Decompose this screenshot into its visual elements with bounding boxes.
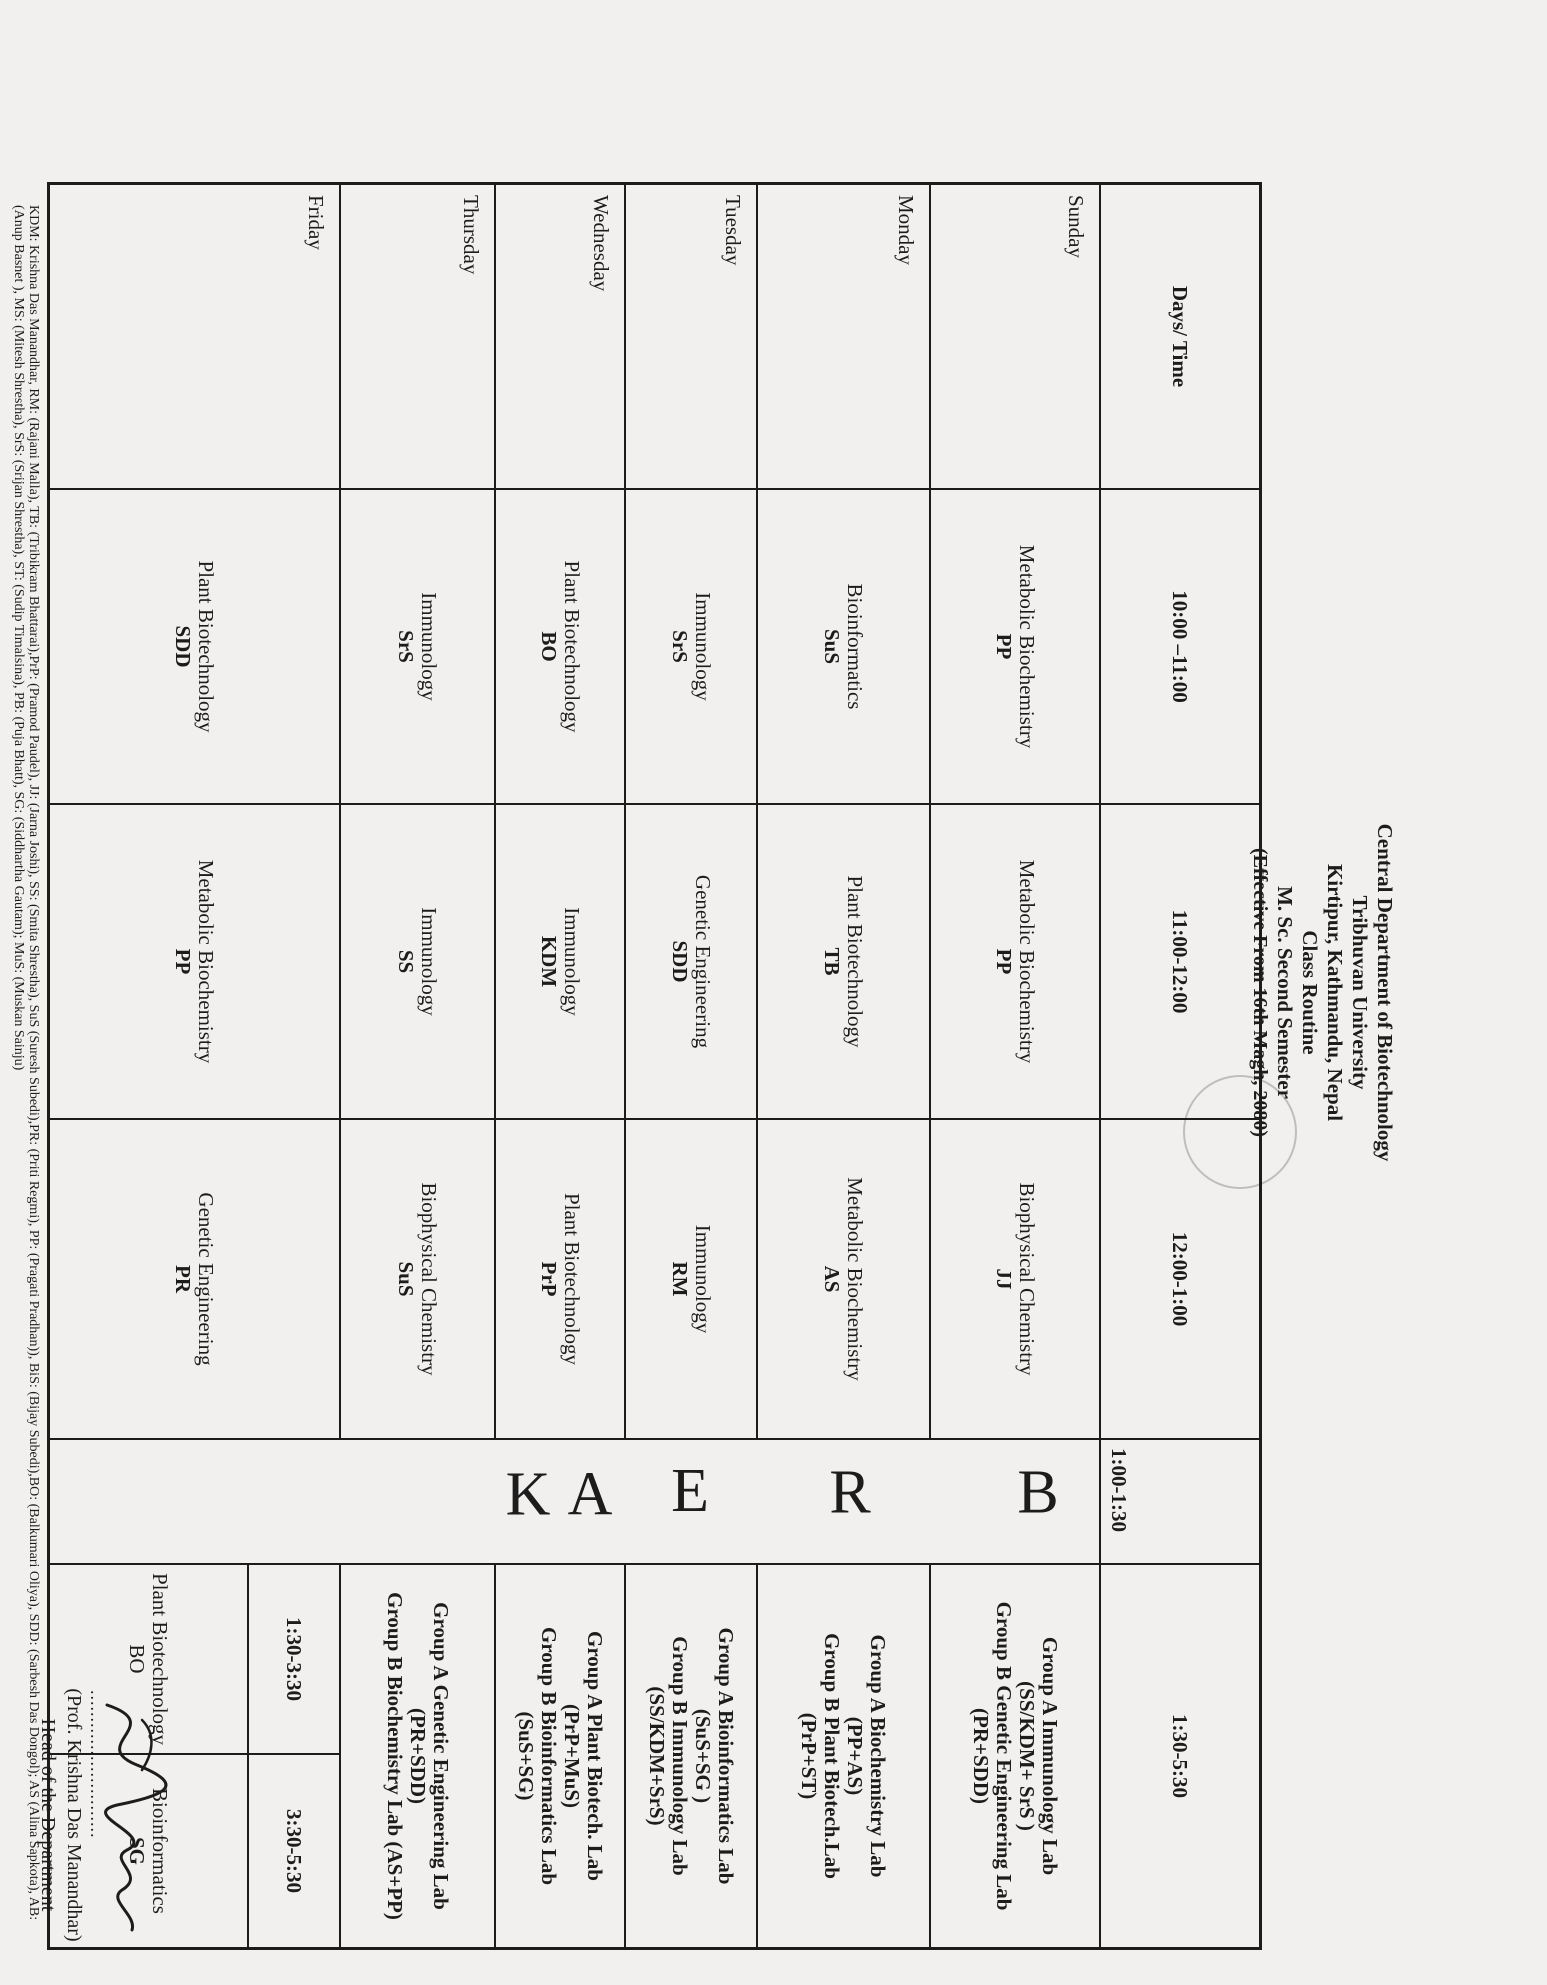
class-cell: Plant Biotechnology TB <box>756 805 929 1120</box>
sub-slot-header: 3:30-5:30 <box>247 1755 339 1947</box>
class-cell: Biophysical Chemistry SuS <box>339 1120 494 1440</box>
class-cell: Metabolic Biochemistry PP <box>50 805 339 1120</box>
class-cell: Metabolic Biochemistry AS <box>756 1120 929 1440</box>
location: Kirtipur, Kathmandu, Nepal <box>1323 863 1347 1122</box>
document-title: Class Routine <box>1298 930 1322 1055</box>
slot-header-break: 1:00-1:30 <box>1099 1440 1259 1565</box>
slot-header: 12:00-1:00 <box>1099 1120 1259 1440</box>
class-cell: Plant Biotechnology SDD <box>50 490 339 805</box>
lab-cell: Group A Immunology Lab (SS/KDM+ SrS ) Group B Genetic Engineering Lab (PR+SDD) <box>929 1565 1099 1947</box>
signatory-name: (Prof. Krishna Das Manandhar) <box>63 1688 85 1942</box>
day-wednesday: Wednesday <box>494 185 624 490</box>
slot-header: 1:30-5:30 <box>1099 1565 1259 1947</box>
day-monday: Monday <box>756 185 929 490</box>
class-cell: Biophysical Chemistry JJ <box>929 1120 1099 1440</box>
class-cell: Immunology RM <box>624 1120 756 1440</box>
friday-lab-cell: Bioinformatics SG <box>125 1788 173 1914</box>
class-cell: Immunology SrS <box>339 490 494 805</box>
program-name: M. Sc. Second Semester <box>1273 886 1297 1099</box>
day-thursday: Thursday <box>339 185 494 490</box>
break-letter: E <box>671 1456 709 1525</box>
class-cell: Genetic Engineering PR <box>50 1120 339 1440</box>
class-cell: Metabolic Biochemistry PP <box>929 805 1099 1120</box>
class-cell: Immunology SrS <box>624 490 756 805</box>
class-cell: Bioinformatics SuS <box>756 490 929 805</box>
slot-header: 11:00-12:00 <box>1099 805 1259 1120</box>
class-cell: Plant Biotechnology PrP <box>494 1120 624 1440</box>
effective-date: (Effective From 16th Magh, 2080) <box>1249 847 1271 1137</box>
break-letter: B <box>1017 1458 1059 1527</box>
day-friday: Friday <box>50 185 339 490</box>
signature-line: ........................... <box>87 1690 107 1839</box>
lab-cell: Group A Bioinformatics Lab (SuS+SG ) Group B Immunology Lab (SS/KDM+SrS) <box>624 1565 756 1947</box>
class-cell: Plant Biotechnology BO <box>494 490 624 805</box>
day-sunday: Sunday <box>929 185 1099 490</box>
friday-lab-cell: Plant Biotechnology BO <box>50 1565 247 1755</box>
lab-cell: Group A Genetic Engineering Lab (PR+SDD) Group B Biochemistry Lab (AS+PP) <box>339 1565 494 1947</box>
routine-header <box>1247 0 1397 1985</box>
lab-cell: Group A Biochemistry Lab (PP+AS) Group B Plant Biotech.Lab (PrP+ST) <box>756 1565 929 1947</box>
sub-slot-header: 1:30-3:30 <box>247 1565 339 1755</box>
break-letter: A <box>567 1460 613 1529</box>
class-cell: Genetic Engineering SDD <box>624 805 756 1120</box>
break-letter: R <box>829 1458 871 1527</box>
teacher-abbreviation-legend: KDM: Krishna Das Manandhar, RM: (Rajani Malla), TB: (Tribikram Bhattarai),PrP: (Pramod Paudel), JJ: (Jarna Joshi), SS: (Smita Shrestha), SuS (Suresh Subedi),PR: (Priti Regmi), PP: (Pragati Pradhan)), BiS: (Bijay Subedi),BO: (Balkumari Oliya), SDD: (Sarbesh Das Dongol); AS (Alina Sapkota), AB: (Anup Basnet ), MS: (Mitesh Shrestha), SrS: (Srijan Shrestha), ST: (Sudip Timalsina), PB: (Puja Bhatt), SG: (Siddhartha Gautam); MuS: (Muskan Sainju) <box>11 205 41 1921</box>
university-name: Tribhuvan University <box>1348 895 1372 1090</box>
class-cell: Metabolic Biochemistry PP <box>929 490 1099 805</box>
header-corner: Days/ Time <box>1099 185 1259 490</box>
routine-table <box>47 182 1262 1950</box>
slot-header: 10:00 –11:00 <box>1099 490 1259 805</box>
lab-cell: Group A Plant Biotech. Lab (PrP+MuS) Group B Bioinformatics Lab (SuS+SG) <box>494 1565 624 1947</box>
department-name: Central Department of Biotechnology <box>1373 823 1397 1162</box>
day-tuesday: Tuesday <box>624 185 756 490</box>
class-cell: Immunology KDM <box>494 805 624 1120</box>
break-column <box>50 1440 1099 1565</box>
class-cell: Immunology SS <box>339 805 494 1120</box>
signatory-title: Head of the Department <box>37 1718 59 1912</box>
break-letter: K <box>505 1460 551 1529</box>
